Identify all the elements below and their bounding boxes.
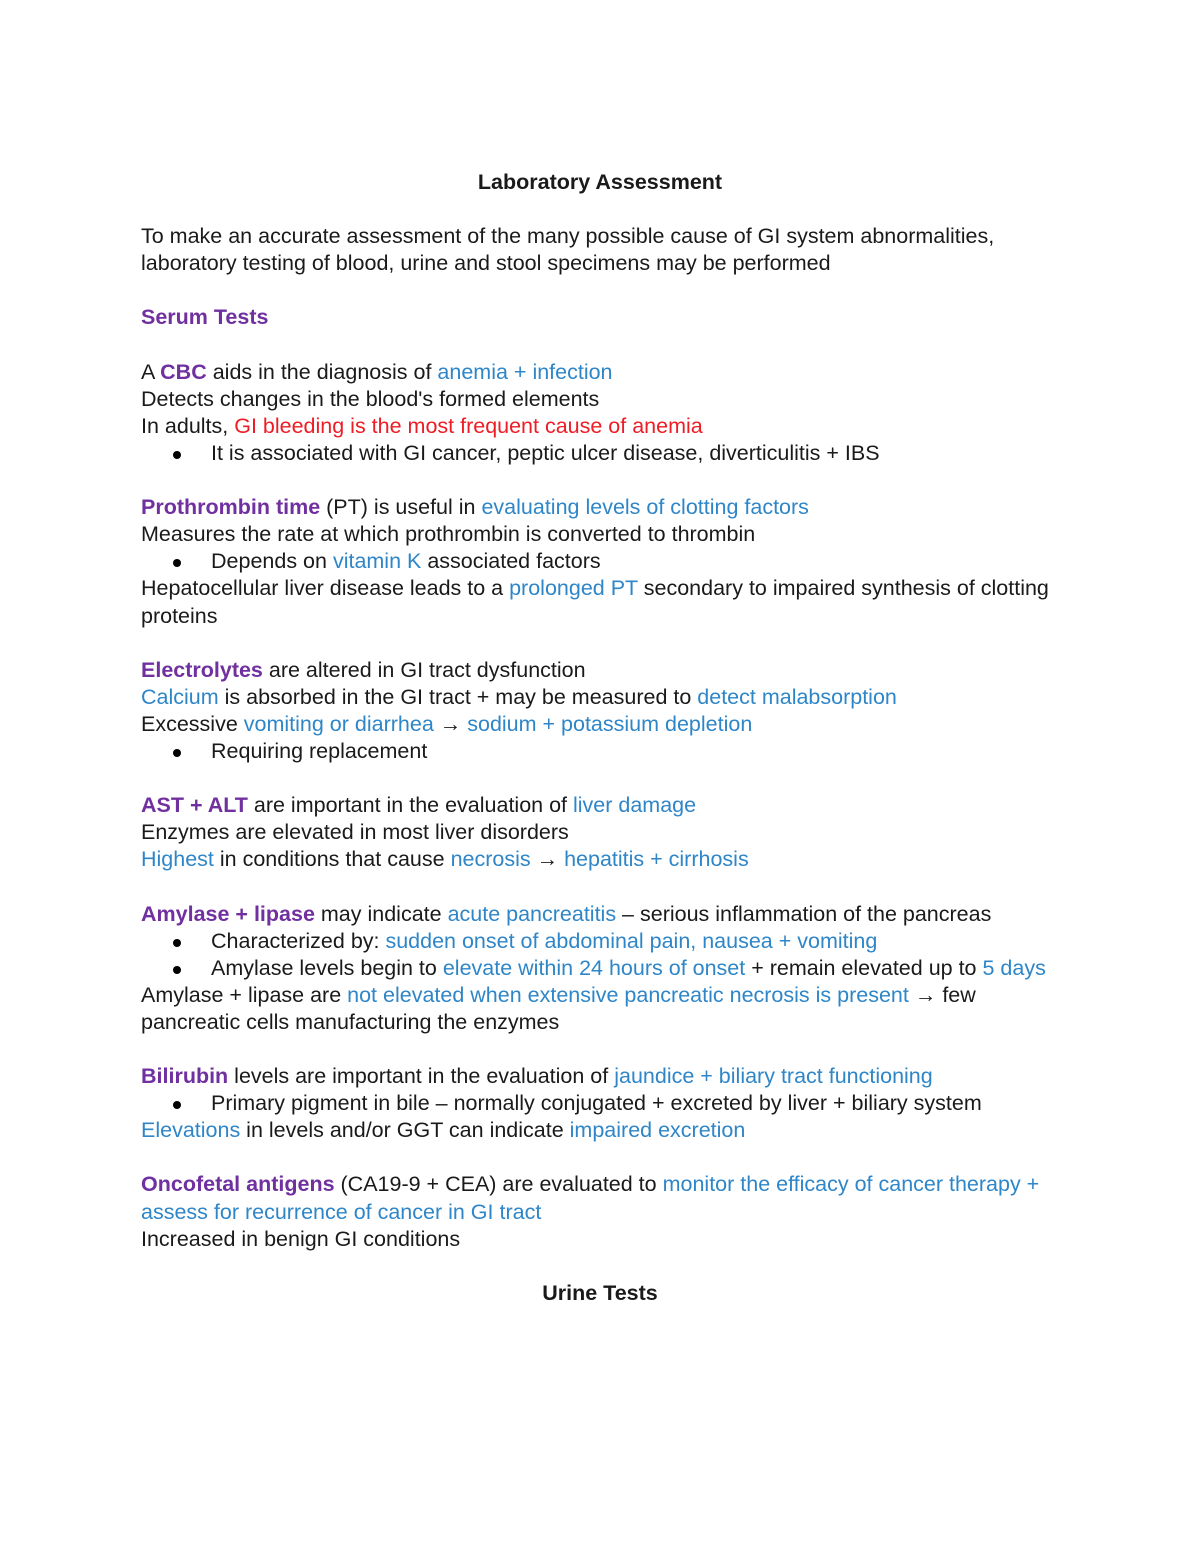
bullet-icon — [173, 559, 181, 567]
list-item: It is associated with GI cancer, peptic ulcer disease, diverticulitis + IBS — [141, 440, 1071, 467]
term-electrolytes: Electrolytes — [141, 657, 263, 682]
ast-line: AST + ALT are important in the evaluation of liver damage — [141, 793, 697, 818]
term-bilirubin: Bilirubin — [141, 1064, 229, 1089]
cbc-adults: In adults, GI bleeding is the most frequent cause of anemia — [141, 413, 703, 438]
bullet-icon — [173, 451, 181, 459]
list-item: Amylase levels begin to elevate within 24 hours of onset + remain elevated up to 5 days — [141, 955, 1071, 982]
amylase-line: Amylase + lipase may indicate acute pancreatitis – serious inflammation of the pancreas — [141, 901, 992, 926]
bullet-icon — [173, 749, 181, 757]
arrow-right-icon: → — [908, 982, 943, 1007]
amylase-necrosis: Amylase + lipase are not elevated when extensive pancreatic necrosis is present → few pancreatic cells manufacturing the enzymes — [141, 982, 976, 1034]
document-body — [141, 169, 1071, 1307]
list-item: Depends on vitamin K associated factors — [141, 548, 1071, 575]
vomiting-line: Excessive vomiting or diarrhea → sodium + potassium depletion — [141, 711, 753, 736]
oncofetal-line: Oncofetal antigens (CA19-9 + CEA) are evaluated to monitor the efficacy of cancer therapy + assess for recurrence of cancer in GI tract — [141, 1172, 1040, 1224]
term-cbc: CBC — [160, 359, 207, 384]
term-oncofetal-antigens: Oncofetal antigens — [141, 1172, 335, 1197]
bullet-icon — [173, 1101, 181, 1109]
electrolytes-line: Electrolytes are altered in GI tract dysfunction — [141, 657, 586, 682]
term-ast-alt: AST + ALT — [141, 793, 248, 818]
pt-liver: Hepatocellular liver disease leads to a prolonged PT secondary to impaired synthesis of clotting proteins — [141, 576, 1049, 628]
oncofetal-detail: Increased in benign GI conditions — [141, 1226, 461, 1251]
ast-highest: Highest in conditions that cause necrosis → hepatitis + cirrhosis — [141, 847, 749, 872]
cbc-line: A CBC aids in the diagnosis of anemia + infection — [141, 359, 613, 384]
list-item: Characterized by: sudden onset of abdominal pain, nausea + vomiting — [141, 928, 1071, 955]
page-title: Laboratory Assessment — [477, 170, 723, 194]
cbc-detail: Detects changes in the blood's formed elements — [141, 386, 600, 411]
section-heading-serum: Serum Tests — [141, 305, 269, 330]
pt-line: Prothrombin time (PT) is useful in evaluating levels of clotting factors — [141, 495, 809, 520]
term-pt: Prothrombin time — [141, 495, 321, 520]
intro-paragraph: To make an accurate assessment of the many possible cause of GI system abnormalities, laboratory testing of blood, urine and stool specimens may be performed — [141, 224, 995, 276]
list-item: Requiring replacement — [141, 738, 1071, 765]
arrow-right-icon: → — [433, 711, 468, 736]
bilirubin-line: Bilirubin levels are important in the evaluation of jaundice + biliary tract functioning — [141, 1064, 933, 1089]
section-heading-urine: Urine Tests — [542, 1280, 658, 1305]
ast-detail: Enzymes are elevated in most liver disorders — [141, 820, 569, 845]
arrow-right-icon: → — [530, 847, 565, 872]
list-item: Primary pigment in bile – normally conjugated + excreted by liver + biliary system — [141, 1090, 1071, 1117]
pt-detail: Measures the rate at which prothrombin is converted to thrombin — [141, 522, 756, 547]
bullet-icon — [173, 966, 181, 974]
bilirubin-elevations: Elevations in levels and/or GGT can indicate impaired excretion — [141, 1118, 746, 1143]
calcium-line: Calcium is absorbed in the GI tract + may be measured to detect malabsorption — [141, 684, 897, 709]
bullet-icon — [173, 939, 181, 947]
term-amylase-lipase: Amylase + lipase — [141, 901, 315, 926]
